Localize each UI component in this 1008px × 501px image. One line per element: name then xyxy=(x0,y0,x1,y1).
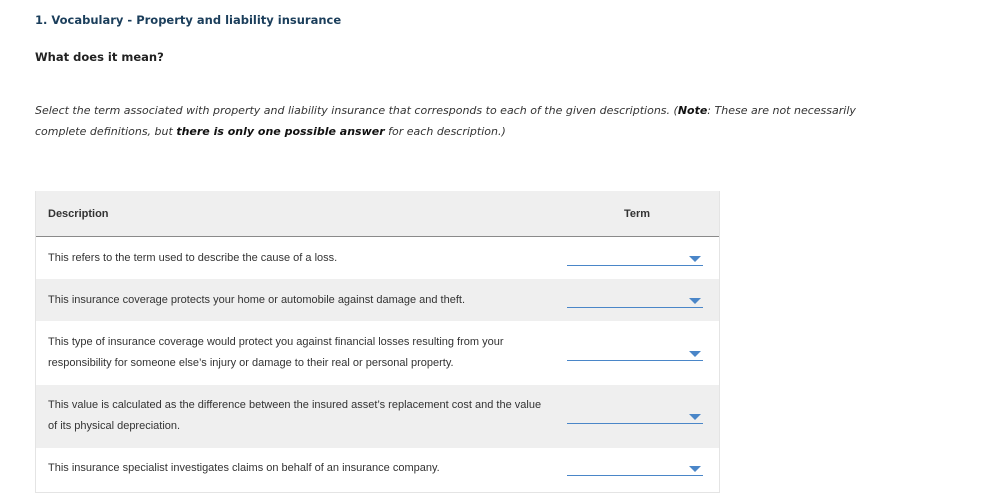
instructions-note-label: Note xyxy=(677,104,708,117)
table-row xyxy=(36,279,719,321)
instructions-emphasis: there is only one possible answer xyxy=(176,125,385,138)
question-subtitle: What does it mean? xyxy=(35,50,164,64)
table-row xyxy=(36,448,719,492)
table-row xyxy=(36,237,719,279)
vocabulary-table xyxy=(35,191,720,493)
row-description: This insurance coverage protects your home or automobile against damage and theft. xyxy=(48,294,466,306)
header-term: Term xyxy=(624,208,651,220)
term-dropdown-5[interactable] xyxy=(567,463,703,476)
question-title: 1. Vocabulary - Property and liability insurance xyxy=(35,13,342,27)
row-description: This type of insurance coverage would protect you against financial losses resulting from your responsibility for someone else’s injury or damage to their real or personal property. xyxy=(48,336,504,369)
row-description: This value is calculated as the difference between the insured asset’s replacement cost and the value of its physical depreciation. xyxy=(48,399,542,432)
term-dropdown-2[interactable] xyxy=(567,295,703,308)
term-dropdown-3[interactable] xyxy=(567,348,703,361)
row-description: This refers to the term used to describe the cause of a loss. xyxy=(48,252,338,264)
chevron-down-icon xyxy=(689,256,701,262)
header-description: Description xyxy=(48,208,109,220)
instructions-part2: : These are not necessarily complete definitions, but xyxy=(35,104,856,138)
table-row xyxy=(36,385,719,448)
chevron-down-icon xyxy=(689,466,701,472)
row-description: This insurance specialist investigates claims on behalf of an insurance company. xyxy=(48,462,440,474)
chevron-down-icon xyxy=(689,298,701,304)
chevron-down-icon xyxy=(689,414,701,420)
instructions-part3: for each description.) xyxy=(384,125,506,138)
term-dropdown-4[interactable] xyxy=(567,411,703,424)
table-row xyxy=(36,321,719,385)
chevron-down-icon xyxy=(689,351,701,357)
term-dropdown-1[interactable] xyxy=(567,253,703,266)
table-header xyxy=(36,191,719,237)
instructions xyxy=(35,100,895,142)
instructions-part1: Select the term associated with property and liability insurance that corresponds to each of the given descriptions. ( xyxy=(35,104,678,117)
